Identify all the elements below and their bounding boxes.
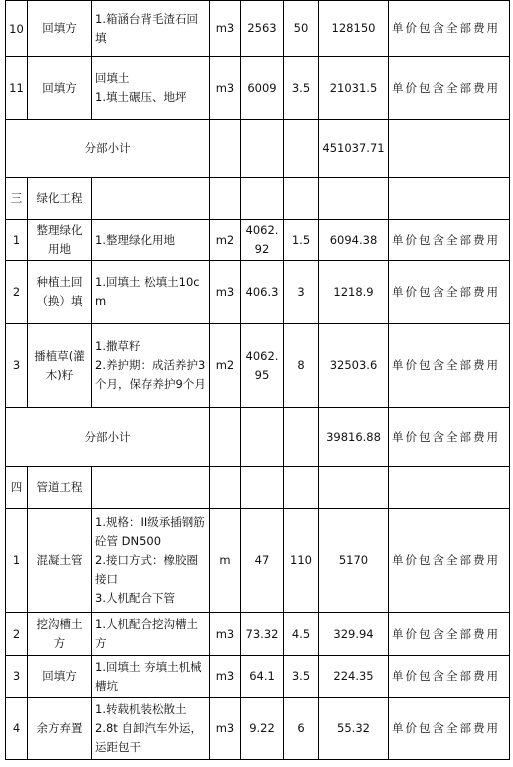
table-row [6, 1, 510, 57]
item-unit: m3 [210, 698, 241, 760]
item-description: 回填土 1.填土碾压、地坪 [92, 57, 210, 120]
item-quantity: 47 [241, 509, 284, 613]
table-row [6, 509, 510, 613]
item-number: 1 [6, 509, 28, 613]
item-name: 回填方 [28, 656, 92, 698]
item-description: 1.箱涵台背毛渣石回填 [92, 1, 210, 57]
item-name: 混凝土管 [28, 509, 92, 613]
item-total: 128150 [319, 1, 389, 57]
section-row [6, 178, 510, 220]
table-row [6, 613, 510, 656]
item-quantity: 2563 [241, 1, 284, 57]
item-unit-price: 6 [284, 698, 319, 760]
item-quantity: 4062.92 [241, 220, 284, 261]
item-total: 224.35 [319, 656, 389, 698]
item-unit-price: 4.5 [284, 613, 319, 656]
item-name: 种植土回（换）填 [28, 261, 92, 324]
item-remark: 单价包含全部费用 [389, 324, 510, 408]
item-remark: 单价包含全部费用 [389, 698, 510, 760]
item-unit: m3 [210, 1, 241, 57]
item-unit-price: 110 [284, 509, 319, 613]
item-remark: 单价包含全部费用 [389, 656, 510, 698]
item-description: 1.人机配合挖沟槽土方 [92, 613, 210, 656]
item-name: 回填方 [28, 1, 92, 57]
item-name: 回填方 [28, 57, 92, 120]
item-unit-price: 1.5 [284, 220, 319, 261]
item-unit: m2 [210, 220, 241, 261]
item-number: 3 [6, 656, 28, 698]
item-remark: 单价包含全部费用 [389, 509, 510, 613]
subtotal-row [6, 408, 510, 467]
item-unit-price: 3 [284, 261, 319, 324]
section-row [6, 467, 510, 509]
table-row [6, 57, 510, 120]
item-description: 1.回填土 松填土10cm [92, 261, 210, 324]
item-name: 余方弃置 [28, 698, 92, 760]
item-total: 1218.9 [319, 261, 389, 324]
table-row [6, 220, 510, 261]
item-quantity: 9.22 [241, 698, 284, 760]
item-quantity: 6009 [241, 57, 284, 120]
section-number: 三 [6, 178, 28, 220]
item-name: 整理绿化用地 [28, 220, 92, 261]
item-total: 55.32 [319, 698, 389, 760]
table-row [6, 698, 510, 760]
subtotal-label: 分部小计 [6, 408, 210, 467]
item-unit: m3 [210, 261, 241, 324]
item-remark: 单价包含全部费用 [389, 613, 510, 656]
item-unit: m3 [210, 613, 241, 656]
item-number: 2 [6, 261, 28, 324]
item-description: 1.规格：II级承插钢筋砼管 DN500 2.接口方式：橡胶圈接口 3.人机配合下管 [92, 509, 210, 613]
item-remark: 单价包含全部费用 [389, 261, 510, 324]
item-quantity: 73.32 [241, 613, 284, 656]
section-number: 四 [6, 467, 28, 509]
item-unit-price: 50 [284, 1, 319, 57]
item-remark: 单价包含全部费用 [389, 220, 510, 261]
item-quantity: 406.3 [241, 261, 284, 324]
subtotal-remark [389, 120, 510, 178]
item-total: 32503.6 [319, 324, 389, 408]
table-row [6, 656, 510, 698]
item-unit: m3 [210, 656, 241, 698]
item-unit: m3 [210, 57, 241, 120]
table-row [6, 261, 510, 324]
item-description: 1.撒草籽 2.养护期：成活养护3个月，保存养护9个月 [92, 324, 210, 408]
item-number: 10 [6, 1, 28, 57]
subtotal-row [6, 120, 510, 178]
item-total: 329.94 [319, 613, 389, 656]
item-number: 1 [6, 220, 28, 261]
cost-table [5, 0, 510, 760]
item-name: 播植草(灌木)籽 [28, 324, 92, 408]
item-remark: 单价包含全部费用 [389, 1, 510, 57]
item-description: 1.整理绿化用地 [92, 220, 210, 261]
table-row [6, 324, 510, 408]
subtotal-value: 451037.71 [319, 120, 389, 178]
subtotal-label: 分部小计 [6, 120, 210, 178]
subtotal-value: 39816.88 [319, 408, 389, 467]
item-unit: m [210, 509, 241, 613]
item-remark: 单价包含全部费用 [389, 57, 510, 120]
item-total: 6094.38 [319, 220, 389, 261]
item-description: 1.回填土 夯填土机械 槽坑 [92, 656, 210, 698]
section-name: 管道工程 [28, 467, 92, 509]
item-unit-price: 3.5 [284, 57, 319, 120]
item-description: 1.转载机装松散土 2.8t 自卸汽车外运，运距包干 [92, 698, 210, 760]
item-number: 11 [6, 57, 28, 120]
item-unit-price: 8 [284, 324, 319, 408]
item-total: 5170 [319, 509, 389, 613]
item-name: 挖沟槽土方 [28, 613, 92, 656]
item-total: 21031.5 [319, 57, 389, 120]
item-unit-price: 3.5 [284, 656, 319, 698]
item-quantity: 4062.95 [241, 324, 284, 408]
item-unit: m2 [210, 324, 241, 408]
item-number: 2 [6, 613, 28, 656]
subtotal-remark: 单价包含全部费用 [389, 408, 510, 467]
item-quantity: 64.1 [241, 656, 284, 698]
item-number: 3 [6, 324, 28, 408]
section-name: 绿化工程 [28, 178, 92, 220]
item-number: 4 [6, 698, 28, 760]
